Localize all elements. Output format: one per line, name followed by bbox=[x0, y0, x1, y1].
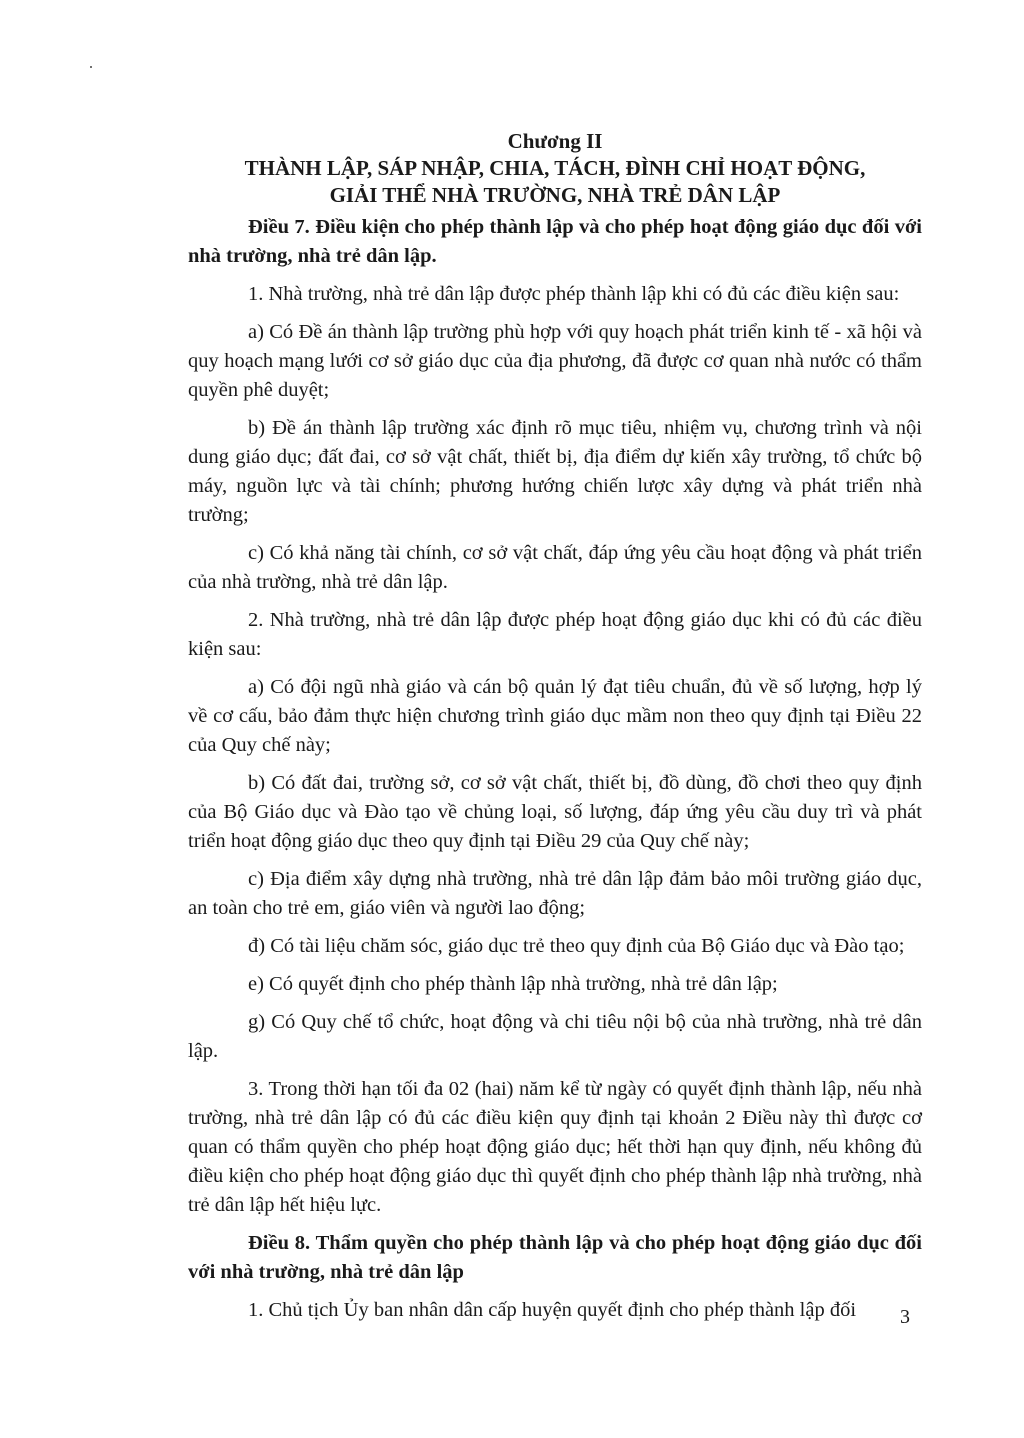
article-7-clause-3: 3. Trong thời hạn tối đa 02 (hai) năm kể từ ngày có quyết định thành lập, nếu nhà trường, nhà trẻ dân lập có đủ các điều kiện quy định tại khoản 2 Điều này thì được cơ quan có thẩm quyền cho phép hoạt động giáo dục; hết thời hạn quy định, nếu không đủ điều kiện cho phép hoạt động giáo dục thì quyết định cho phép thành lập nhà trường, nhà trẻ dân lập hết hiệu lực. bbox=[188, 1078, 922, 1216]
document-page bbox=[188, 128, 922, 1325]
scan-speck bbox=[90, 66, 92, 68]
article-7-title: Điều 7. Điều kiện cho phép thành lập và cho phép hoạt động giáo dục đối với nhà trường, nhà trẻ dân lập. bbox=[188, 216, 922, 267]
article-7-clause-2b: b) Có đất đai, trường sở, cơ sở vật chất, thiết bị, đồ dùng, đồ chơi theo quy định của Bộ Giáo dục và Đào tạo về chủng loại, số lượng, đáp ứng yêu cầu duy trì và phát triển hoạt động giáo dục theo quy định tại Điều 29 của Quy chế này; bbox=[188, 772, 922, 852]
article-7-clause-1c: c) Có khả năng tài chính, cơ sở vật chất, đáp ứng yêu cầu hoạt động và phát triển của nhà trường, nhà trẻ dân lập. bbox=[188, 542, 922, 593]
chapter-number: Chương II bbox=[507, 129, 603, 153]
article-7-clause-2e: e) Có quyết định cho phép thành lập nhà trường, nhà trẻ dân lập; bbox=[248, 973, 778, 995]
article-7-clause-2c: c) Địa điểm xây dựng nhà trường, nhà trẻ dân lập đảm bảo môi trường giáo dục, an toàn cho trẻ em, giáo viên và người lao động; bbox=[188, 868, 922, 919]
article-7-clause-2: 2. Nhà trường, nhà trẻ dân lập được phép hoạt động giáo dục khi có đủ các điều kiện sau: bbox=[188, 609, 922, 660]
article-8-title: Điều 8. Thẩm quyền cho phép thành lập và cho phép hoạt động giáo dục đối với nhà trường, nhà trẻ dân lập bbox=[188, 1232, 922, 1283]
article-7-clause-2d: đ) Có tài liệu chăm sóc, giáo dục trẻ theo quy định của Bộ Giáo dục và Đào tạo; bbox=[248, 935, 905, 957]
article-7-clause-2g: g) Có Quy chế tổ chức, hoạt động và chi tiêu nội bộ của nhà trường, nhà trẻ dân lập. bbox=[188, 1011, 922, 1062]
chapter-heading bbox=[188, 128, 922, 209]
article-7-clause-1a: a) Có Đề án thành lập trường phù hợp với quy hoạch phát triển kinh tế - xã hội và quy hoạch mạng lưới cơ sở giáo dục của địa phương, đã được cơ quan nhà nước có thẩm quyền phê duyệt; bbox=[188, 321, 922, 401]
article-7-clause-1: 1. Nhà trường, nhà trẻ dân lập được phép thành lập khi có đủ các điều kiện sau: bbox=[248, 283, 900, 305]
page-number: 3 bbox=[900, 1306, 910, 1328]
chapter-title-line-2: GIẢI THỂ NHÀ TRƯỜNG, NHÀ TRẺ DÂN LẬP bbox=[329, 183, 781, 207]
article-7-clause-2a: a) Có đội ngũ nhà giáo và cán bộ quản lý đạt tiêu chuẩn, đủ về số lượng, hợp lý về cơ cấu, bảo đảm thực hiện chương trình giáo dục mầm non theo quy định tại Điều 22 của Quy chế này; bbox=[188, 676, 922, 756]
chapter-title-line-1: THÀNH LẬP, SÁP NHẬP, CHIA, TÁCH, ĐÌNH CHỈ HOẠT ĐỘNG, bbox=[244, 156, 866, 180]
article-7-clause-1b: b) Đề án thành lập trường xác định rõ mục tiêu, nhiệm vụ, chương trình và nội dung giáo dục; đất đai, cơ sở vật chất, thiết bị, địa điểm dự kiến xây trường, tổ chức bộ máy, nguồn lực và tài chính; phương hướng chiến lược xây dựng và phát triển nhà trường; bbox=[188, 417, 922, 526]
article-8-clause-1: 1. Chủ tịch Ủy ban nhân dân cấp huyện quyết định cho phép thành lập đối bbox=[248, 1299, 857, 1321]
